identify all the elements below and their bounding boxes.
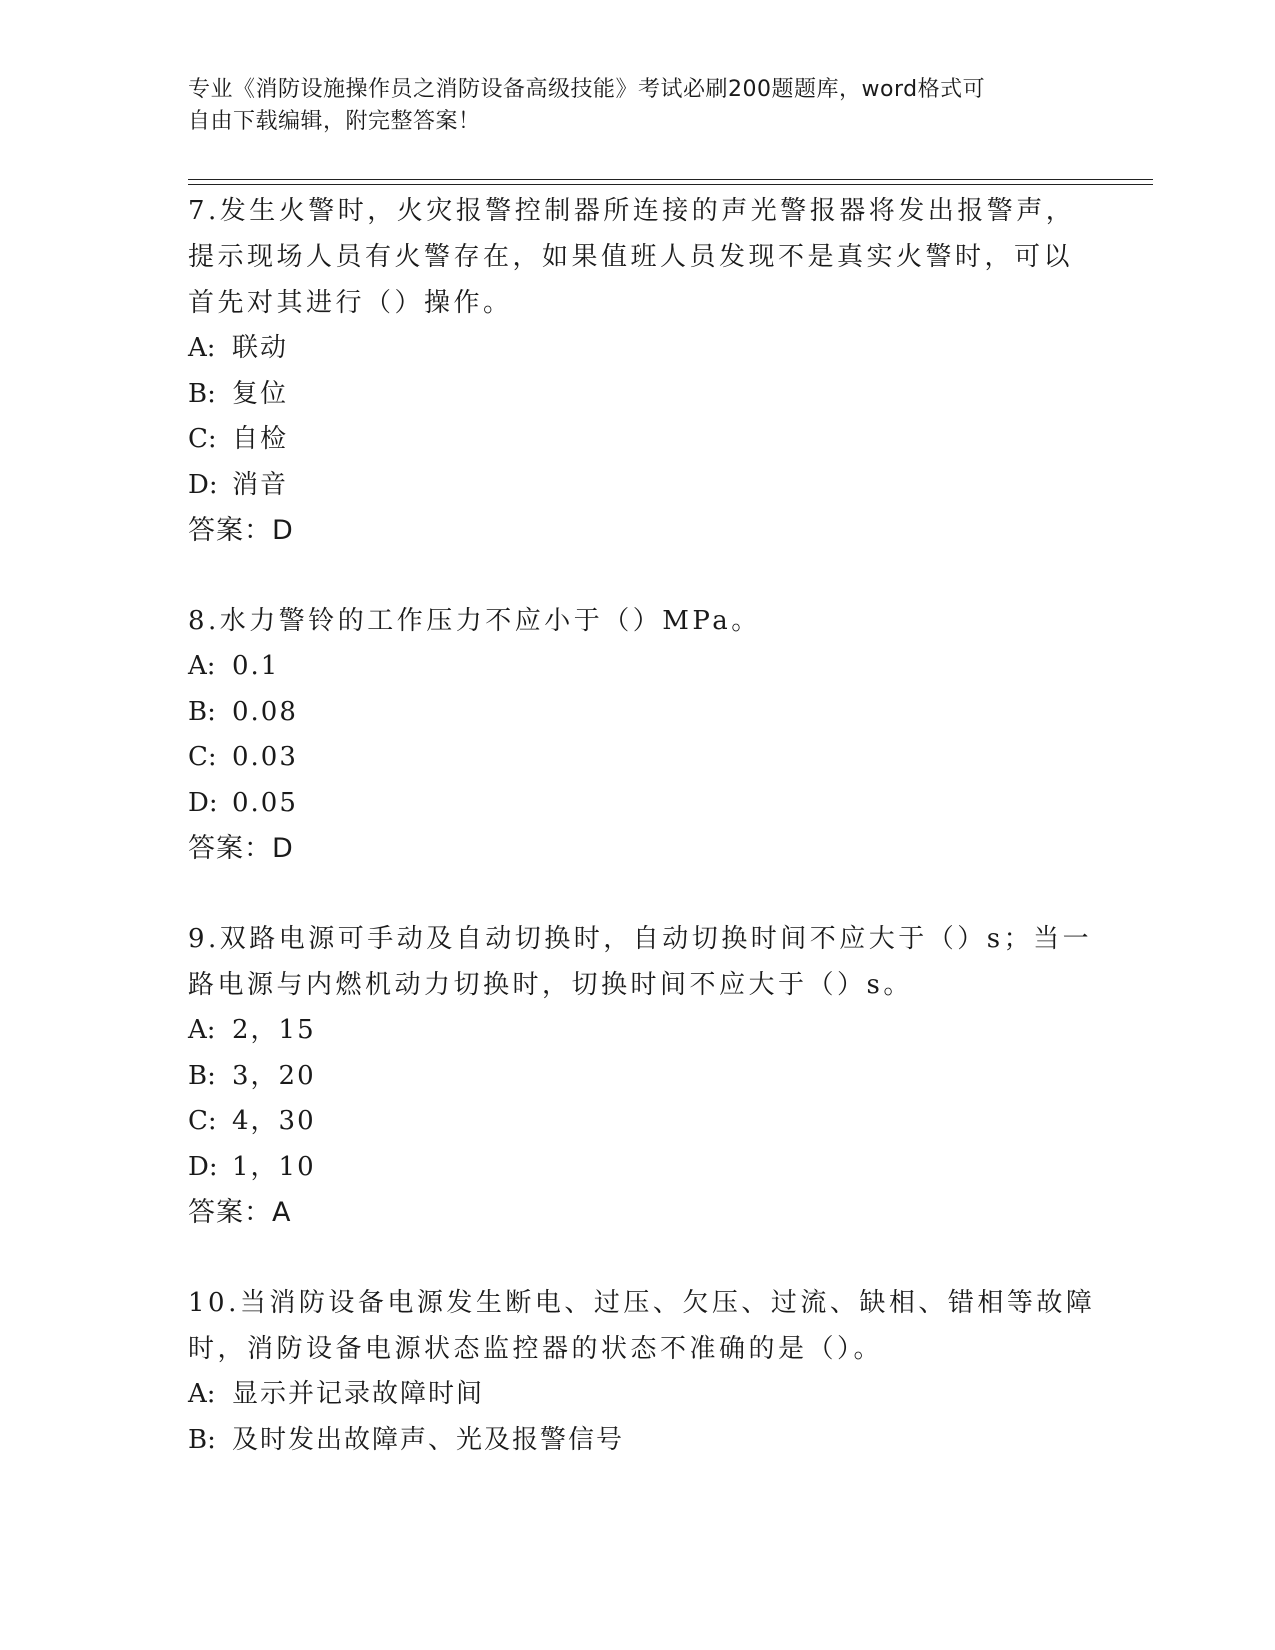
header-divider-bottom: [188, 184, 1153, 185]
header-line-1: 专业《消防设施操作员之消防设备高级技能》考试必刷200题题库，word格式可: [188, 77, 986, 102]
answer-line: 答案：D: [188, 833, 294, 864]
document-header: [188, 74, 1068, 138]
option-key: C:: [188, 1106, 217, 1136]
option-b: [188, 690, 1108, 736]
header-line-2: 自由下载编辑，附完整答案！: [188, 109, 481, 134]
option-key: B:: [188, 1060, 216, 1091]
option-key: B:: [188, 1424, 216, 1455]
option-c: [188, 735, 1108, 781]
option-text: 复位: [232, 378, 289, 409]
option-key: A:: [188, 1379, 216, 1409]
question-10: [188, 1280, 1108, 1463]
question-stem-line: 时，消防设备电源状态监控器的状态不准确的是（）。: [188, 1334, 884, 1364]
option-key: A:: [188, 333, 216, 363]
option-text: 0.03: [232, 742, 298, 772]
question-8: [188, 598, 1108, 872]
option-text: 0.05: [232, 787, 298, 818]
option-a: [188, 1372, 1108, 1418]
option-text: 消音: [232, 469, 289, 500]
answer-line: 答案：A: [188, 1197, 292, 1228]
option-text: 1，10: [232, 1151, 316, 1182]
option-d: [188, 1145, 1108, 1191]
question-stem-line: 10.当消防设备电源发生断电、过压、欠压、过流、缺相、错相等故障: [188, 1288, 1096, 1318]
option-a: [188, 644, 1108, 690]
option-text: 0.08: [232, 696, 298, 727]
option-c: [188, 417, 1108, 463]
question-stem-line: 7.发生火警时，火灾报警控制器所连接的声光警报器将发出报警声，: [188, 196, 1076, 226]
option-key: A:: [188, 651, 216, 681]
question-list: [188, 188, 1108, 1507]
option-a: [188, 1008, 1108, 1054]
option-key: D:: [188, 1151, 218, 1182]
option-b: [188, 1054, 1108, 1100]
option-key: C:: [188, 424, 217, 454]
option-b: [188, 372, 1108, 418]
question-stem-line: 路电源与内燃机动力切换时，切换时间不应大于（）s。: [188, 970, 913, 1000]
question-9: [188, 916, 1108, 1236]
question-7: [188, 188, 1108, 554]
option-d: [188, 463, 1108, 509]
option-d: [188, 781, 1108, 827]
option-text: 显示并记录故障时间: [232, 1379, 485, 1409]
option-text: 0.1: [232, 651, 280, 681]
option-key: C:: [188, 742, 217, 772]
option-text: 2，15: [232, 1015, 316, 1045]
option-key: B:: [188, 696, 216, 727]
option-key: D:: [188, 469, 218, 500]
question-stem-line: 8.水力警铃的工作压力不应小于（）MPa。: [188, 606, 761, 636]
answer-line: 答案：D: [188, 515, 294, 546]
header-divider-top: [188, 179, 1153, 180]
option-a: [188, 326, 1108, 372]
option-c: [188, 1099, 1108, 1145]
question-stem-line: 首先对其进行（）操作。: [188, 288, 513, 318]
option-key: D:: [188, 787, 218, 818]
option-key: B:: [188, 378, 216, 409]
option-text: 自检: [232, 424, 289, 454]
question-stem-line: 9.双路电源可手动及自动切换时，自动切换时间不应大于（）s；当一: [188, 924, 1093, 954]
option-b: [188, 1418, 1108, 1464]
option-text: 4，30: [232, 1106, 316, 1136]
question-stem-line: 提示现场人员有火警存在，如果值班人员发现不是真实火警时，可以: [188, 242, 1074, 272]
option-text: 联动: [232, 333, 289, 363]
option-key: A:: [188, 1015, 216, 1045]
option-text: 及时发出故障声、光及报警信号: [232, 1424, 625, 1455]
option-text: 3，20: [232, 1060, 316, 1091]
